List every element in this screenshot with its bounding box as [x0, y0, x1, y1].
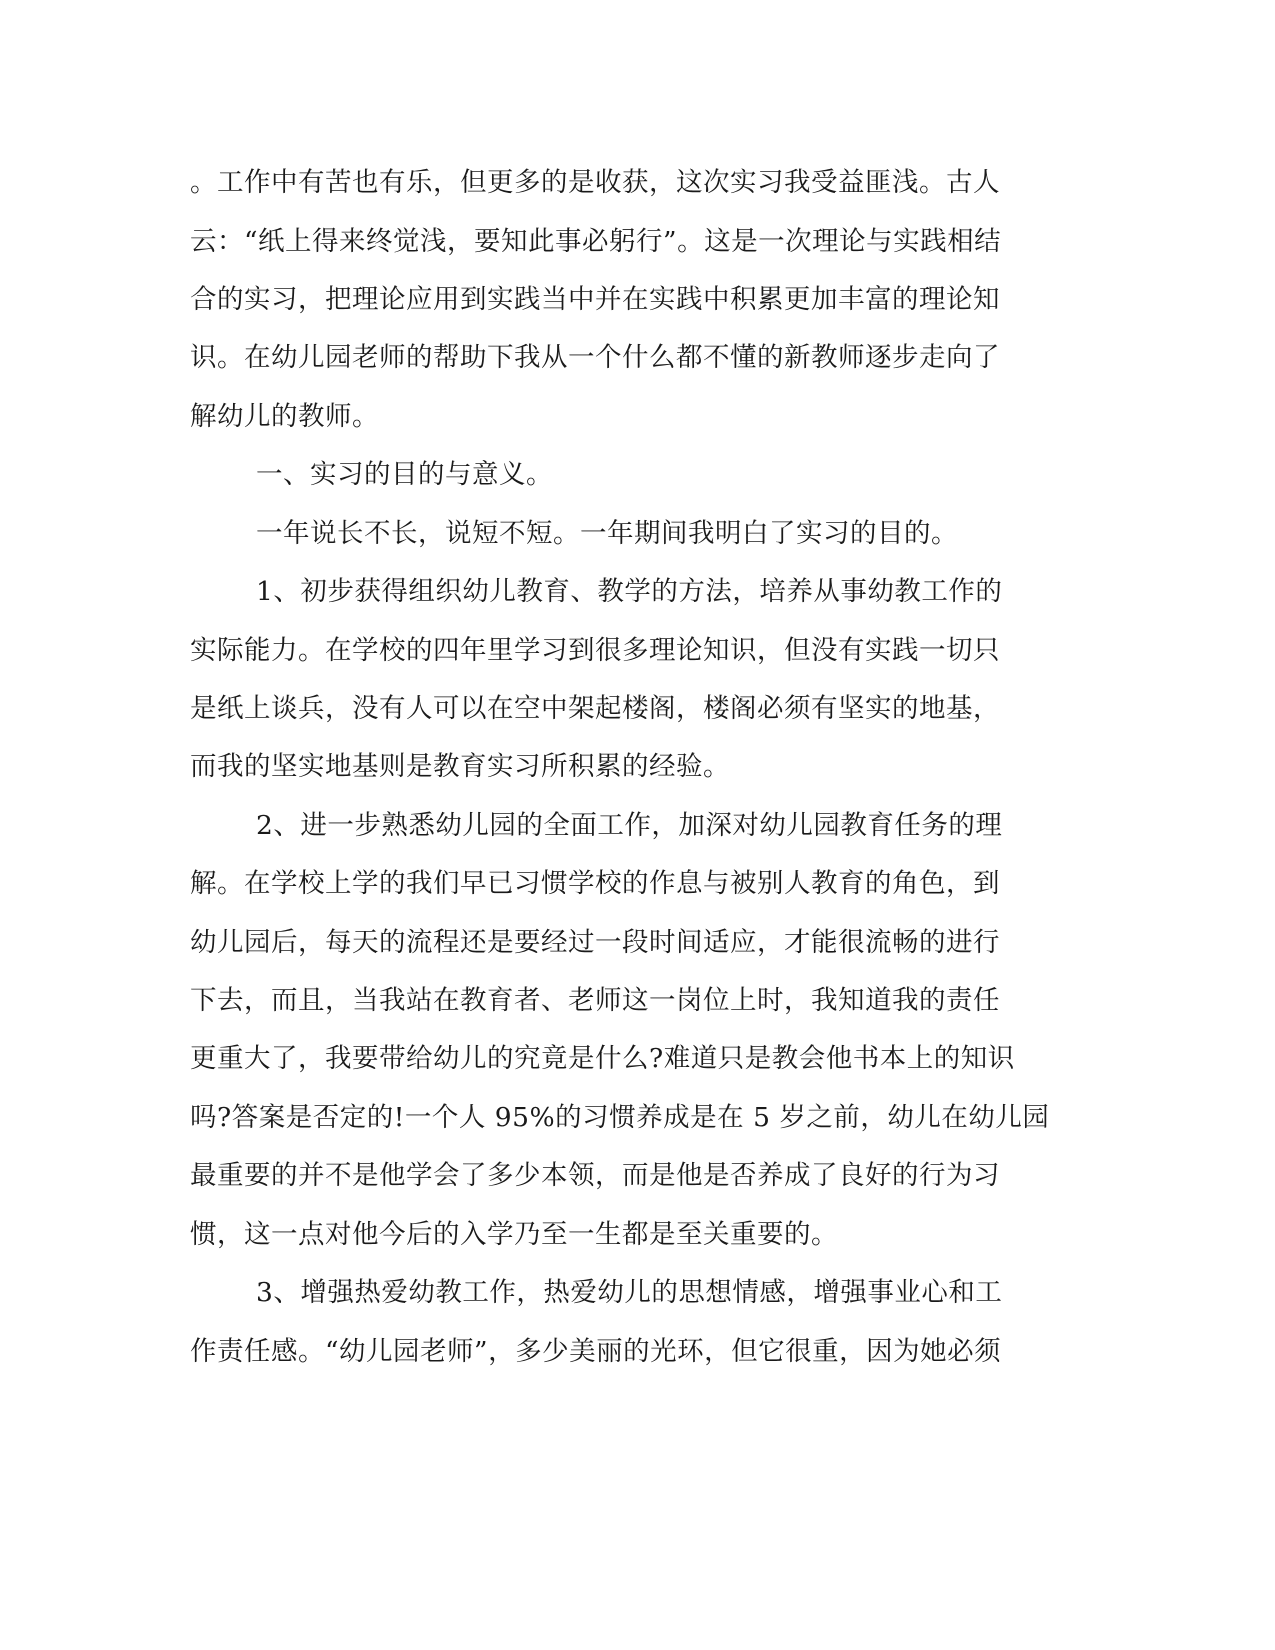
text-line: 实际能力。在学校的四年里学习到很多理论知识，但没有实践一切只 [190, 635, 1000, 666]
list-item-1: 1、初步获得组织幼儿教育、教学的方法，培养从事幼教工作的 [256, 576, 1003, 607]
text-line: 更重大了，我要带给幼儿的究竟是什么?难道只是教会他书本上的知识 [190, 1043, 1015, 1074]
text-line: 吗?答案是否定的!一个人 95%的习惯养成是在 5 岁之前，幼儿在幼儿园 [190, 1102, 1050, 1133]
text-line: 最重要的并不是他学会了多少本领，而是他是否养成了良好的行为习 [190, 1160, 1000, 1191]
text-line: 合的实习，把理论应用到实践当中并在实践中积累更加丰富的理论知 [190, 284, 1000, 315]
section-heading: 一、实习的目的与意义。 [256, 459, 553, 490]
list-item-2: 2、进一步熟悉幼儿园的全面工作，加深对幼儿园教育任务的理 [256, 810, 1003, 841]
text-line: 下去，而且，当我站在教育者、老师这一岗位上时，我知道我的责任 [190, 985, 1000, 1016]
text-line: 惯，这一点对他今后的入学乃至一生都是至关重要的。 [190, 1219, 838, 1250]
text-line: 识。在幼儿园老师的帮助下我从一个什么都不懂的新教师逐步走向了 [190, 342, 1000, 373]
text-line: 是纸上谈兵，没有人可以在空中架起楼阁，楼阁必须有坚实的地基， [190, 693, 1000, 724]
text-line: 云：“纸上得来终觉浅，要知此事必躬行”。这是一次理论与实践相结 [190, 226, 1002, 257]
list-item-3: 3、增强热爱幼教工作，热爱幼儿的思想情感，增强事业心和工 [256, 1277, 1003, 1308]
text-line: 。工作中有苦也有乐，但更多的是收获，这次实习我受益匪浅。古人 [190, 167, 1000, 198]
text-line: 而我的坚实地基则是教育实习所积累的经验。 [190, 751, 730, 782]
text-line: 解。在学校上学的我们早已习惯学校的作息与被别人教育的角色，到 [190, 868, 1000, 899]
text-line: 作责任感。“幼儿园老师”，多少美丽的光环，但它很重，因为她必须 [190, 1336, 1002, 1367]
text-line: 幼儿园后，每天的流程还是要经过一段时间适应，才能很流畅的进行 [190, 927, 1000, 958]
text-line: 解幼儿的教师。 [190, 401, 379, 432]
text-line: 一年说长不长，说短不短。一年期间我明白了实习的目的。 [256, 518, 958, 549]
